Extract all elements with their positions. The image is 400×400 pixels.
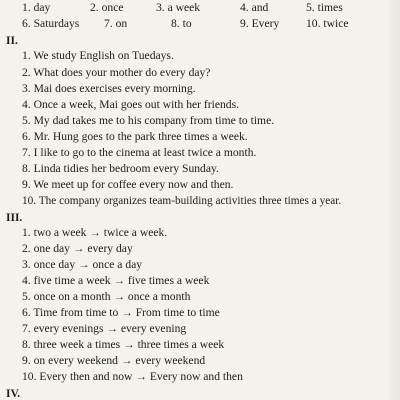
answer-cell: 8. to xyxy=(171,17,192,30)
list-item: 8. three week a times → three times a week xyxy=(22,338,225,351)
answer-cell: 6. Saturdays xyxy=(22,17,80,30)
list-item: 7. I like to go to the cinema at least twice a month. xyxy=(22,146,257,159)
answer-cell: 10. twice xyxy=(306,17,349,30)
list-item: 4. Once a week, Mai goes out with her friends. xyxy=(22,98,239,111)
list-item: 8. Linda tidies her bedroom every Sunday. xyxy=(22,162,219,175)
list-item: 2. What does your mother do every day? xyxy=(22,66,211,79)
section-iii-label: III. xyxy=(6,212,23,224)
answer-cell: 7. on xyxy=(104,17,128,30)
answer-cell: 9. Every xyxy=(240,17,280,30)
answer-cell: 4. and xyxy=(240,1,269,14)
list-item: 7. every evenings → every evening xyxy=(22,322,187,335)
answer-cell: 2. once xyxy=(90,1,124,14)
section-iv-label: IV. xyxy=(6,388,21,400)
list-item: 9. on every weekend → every weekend xyxy=(22,354,206,367)
list-item: 10. The company organizes team-building activities three times a year. xyxy=(22,195,342,207)
list-item: 5. My dad takes me to his company from time to time. xyxy=(22,114,275,127)
list-item: 6. Mr. Hung goes to the park three times a week. xyxy=(22,130,248,143)
list-item: 1. two a week → twice a week. xyxy=(22,226,168,239)
list-item: 1. We study English on Tuedays. xyxy=(22,49,174,62)
answer-cell: 5. times xyxy=(306,1,343,14)
section-ii-label: II. xyxy=(6,35,18,47)
list-item: 2. one day → every day xyxy=(22,242,133,255)
list-item: 6. Time from time to → From time to time xyxy=(22,306,220,319)
list-item: 5. once on a month → once a month xyxy=(22,290,191,303)
list-item: 3. once day → once a day xyxy=(22,258,143,271)
list-item: 3. Mai does exercises every morning. xyxy=(22,82,196,95)
page-edge-shadow xyxy=(386,0,400,400)
list-item: 9. We meet up for coffee every now and then. xyxy=(22,178,234,191)
list-item: 4. five time a week → five times a week xyxy=(22,274,210,287)
answer-cell: 1. day xyxy=(22,1,51,14)
list-item: 10. Every then and now → Every now and then xyxy=(22,370,243,383)
answer-cell: 3. a week xyxy=(156,1,201,14)
